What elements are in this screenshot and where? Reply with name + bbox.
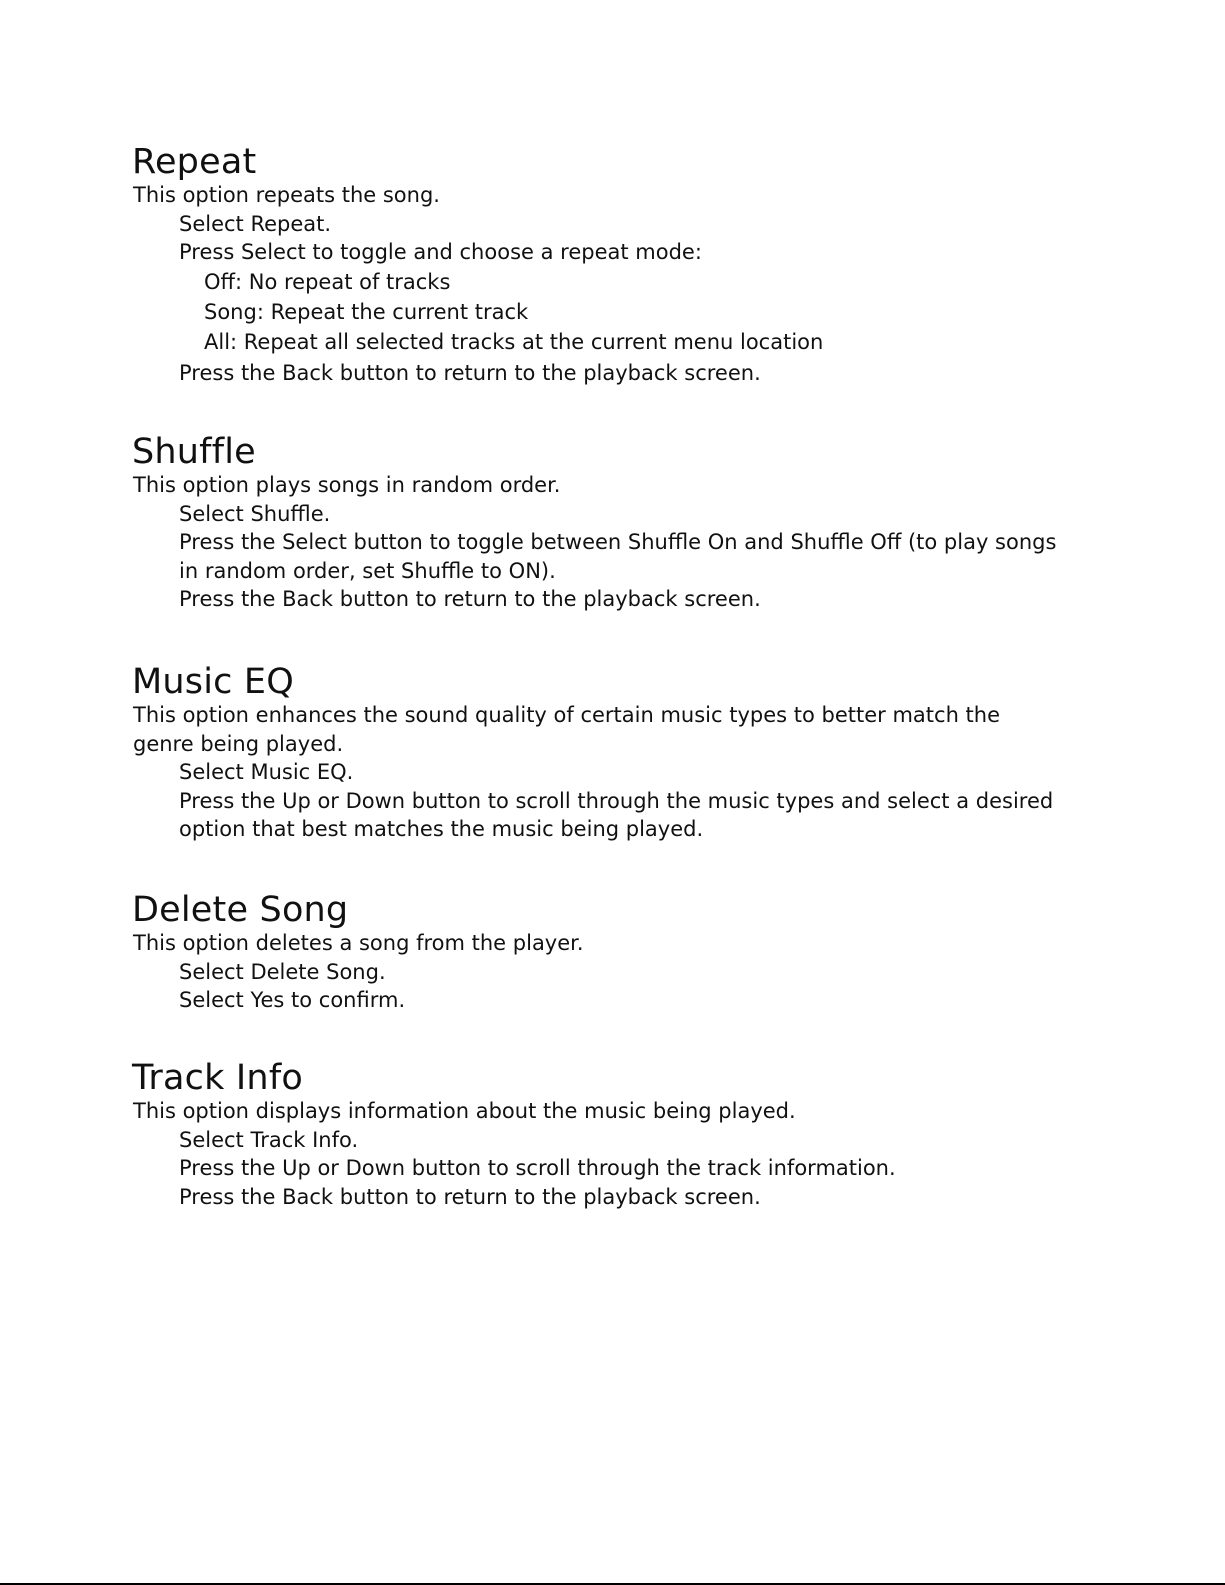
section-delete-song (133, 891, 1073, 1015)
repeat-mode-option: Off: No repeat of tracks (204, 269, 451, 294)
instruction-step: Select Yes to confirm. (179, 988, 406, 1012)
section-intro: This option deletes a song from the player. (133, 931, 584, 955)
instruction-step: Press the Up or Down button to scroll through the track information. (179, 1156, 896, 1180)
section-intro: This option plays songs in random order. (133, 473, 561, 497)
instruction-step: Select Track Info. (179, 1127, 359, 1152)
section-heading: Repeat (132, 142, 257, 182)
instruction-step: Press the Up or Down button to scroll through the music types and select a desired option that best matches the music being played. (179, 788, 1054, 841)
section-heading: Track Info (132, 1058, 303, 1098)
section-repeat (133, 143, 1073, 387)
instruction-step: Press Select to toggle and choose a repeat mode: (179, 240, 702, 264)
section-heading: Music EQ (132, 662, 294, 702)
section-track-info (133, 1059, 1073, 1211)
repeat-mode-option: All: Repeat all selected tracks at the current menu location (204, 329, 824, 354)
repeat-mode-option: Song: Repeat the current track (204, 299, 529, 324)
instruction-step: Press the Back button to return to the playback screen. (179, 360, 761, 385)
instruction-step: Select Shuffle. (179, 501, 331, 526)
instruction-step: Press the Back button to return to the playback screen. (179, 1184, 761, 1209)
instruction-step: Press the Back button to return to the playback screen. (179, 587, 761, 611)
section-heading: Delete Song (132, 890, 349, 930)
instruction-step: Select Repeat. (179, 211, 332, 236)
instruction-step: Select Delete Song. (179, 959, 386, 984)
section-intro: This option displays information about the music being played. (133, 1099, 796, 1123)
section-intro: This option enhances the sound quality of certain music types to better match the genre being played. (133, 703, 1001, 756)
instruction-step: Press the Select button to toggle between Shuffle On and Shuffle Off (to play songs in random order, set Shuffle to ON). (179, 530, 1057, 583)
section-shuffle (133, 433, 1073, 614)
instruction-step: Select Music EQ. (179, 760, 354, 784)
section-heading: Shuffle (132, 432, 256, 472)
section-intro: This option repeats the song. (133, 183, 440, 207)
section-music-eq (133, 663, 1073, 844)
